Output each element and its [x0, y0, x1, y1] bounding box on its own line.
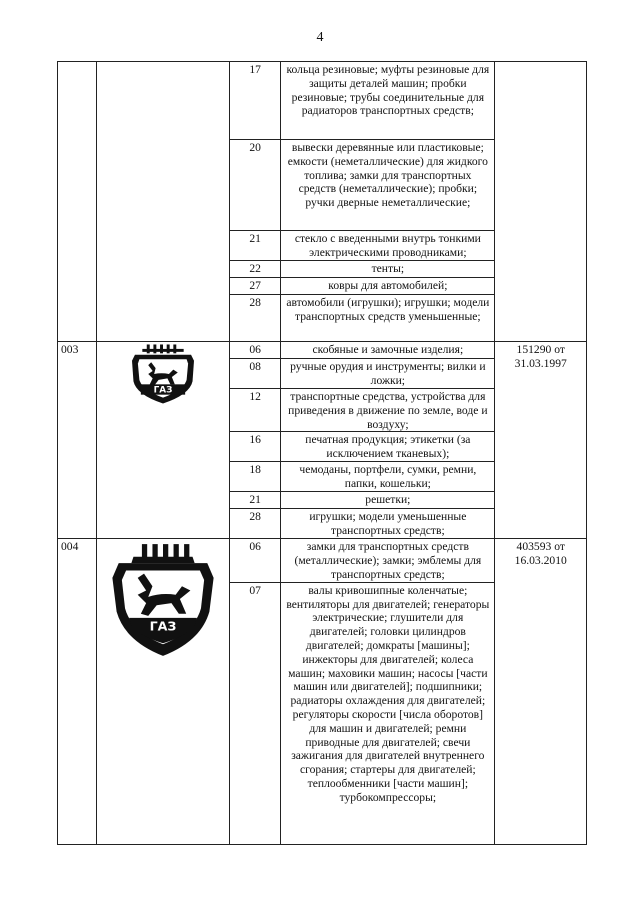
class-cell: 07 [229, 582, 280, 844]
table-row [58, 342, 587, 359]
class-cell: 22 [229, 261, 280, 278]
gaz-emblem-large-icon [110, 542, 216, 658]
goods-cell: вывески деревянные или пластиковые; емкости (неметаллические) для жидкого топлива; замки для транспортных средств (неметаллические); пробки; ручки дверные неметаллические; [281, 140, 495, 231]
gaz-emblem-small-icon [126, 343, 200, 405]
goods-cell: тенты; [281, 261, 495, 278]
entry-number-cell: 003 [58, 342, 97, 539]
class-cell: 18 [229, 462, 280, 492]
class-cell: 06 [229, 539, 280, 582]
goods-cell: скобяные и замочные изделия; [281, 342, 495, 359]
goods-cell: решетки; [281, 492, 495, 509]
emblem-text: ГАЗ [153, 385, 173, 396]
class-cell: 27 [229, 278, 280, 295]
goods-cell: печатная продукция; этикетки (за исключением тканевых); [281, 432, 495, 462]
class-cell: 06 [229, 342, 280, 359]
registration-cell: 403593 от 16.03.2010 [495, 539, 587, 844]
registration-cell [495, 62, 587, 342]
page-number: 4 [316, 30, 324, 45]
entry-number-cell [58, 62, 97, 342]
table-row [58, 539, 587, 582]
goods-cell: валы кривошипные коленчатые; вентиляторы для двигателей; генераторы электрические; глушители для двигателей; головки цилиндров двигателей; домкраты [машины]; инжекторы для двигателей; колеса машин; маховики машин; насосы [части машин или двигателей]; подшипники; радиаторы охлаждения для двигателей; регуляторы скорости [числа оборотов] для машин и двигателей; ремни приводные для двигателей; свечи зажигания для двигателей внутреннего сгорания; стартеры для двигателей; теплообменники [части машин]; турбокомпрессоры; [281, 582, 495, 844]
mark-cell [97, 342, 230, 539]
goods-cell: транспортные средства, устройства для приведения в движение по земле, воде и воздуху; [281, 389, 495, 432]
trademark-registry-table [57, 61, 587, 845]
class-cell: 08 [229, 359, 280, 389]
class-cell: 28 [229, 509, 280, 539]
class-cell: 28 [229, 295, 280, 342]
goods-cell: автомобили (игрушки); игрушки; модели транспортных средств уменьшенные; [281, 295, 495, 342]
class-cell: 20 [229, 140, 280, 231]
goods-cell: чемоданы, портфели, сумки, ремни, папки, кошельки; [281, 462, 495, 492]
class-cell: 12 [229, 389, 280, 432]
goods-cell: ковры для автомобилей; [281, 278, 495, 295]
goods-cell: кольца резиновые; муфты резиновые для защиты деталей машин; пробки резиновые; трубы соединительные для радиаторов транспортных средств; [281, 62, 495, 140]
goods-cell: игрушки; модели уменьшенные транспортных средств; [281, 509, 495, 539]
entry-number-cell: 004 [58, 539, 97, 844]
goods-cell: стекло с введенными внутрь тонкими электрическими проводниками; [281, 231, 495, 261]
emblem-text: ГАЗ [149, 618, 177, 634]
class-cell: 17 [229, 62, 280, 140]
mark-cell [97, 539, 230, 844]
mark-cell [97, 62, 230, 342]
class-cell: 21 [229, 492, 280, 509]
registration-cell: 151290 от 31.03.1997 [495, 342, 587, 539]
goods-cell: замки для транспортных средств (металлические); замки; эмблемы для транспортных средств; [281, 539, 495, 582]
table-row [58, 62, 587, 140]
goods-cell: ручные орудия и инструменты; вилки и ложки; [281, 359, 495, 389]
class-cell: 21 [229, 231, 280, 261]
class-cell: 16 [229, 432, 280, 462]
